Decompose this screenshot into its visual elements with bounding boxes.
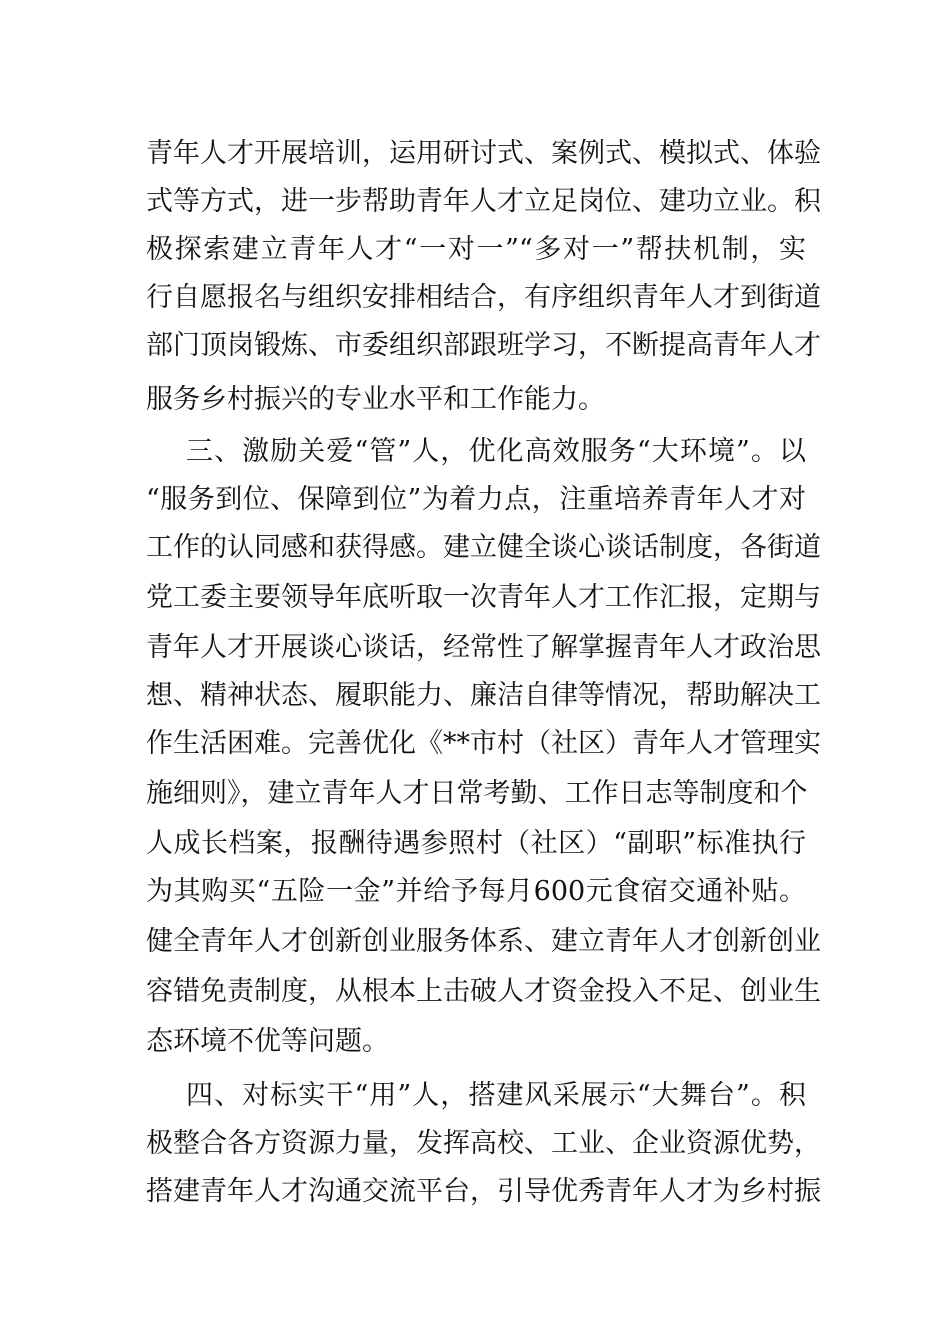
text-line: 想、精神状态、履职能力、廉洁自律等情况，帮助解决工	[146, 680, 821, 711]
text-line: 党工委主要领导年底听取一次青年人才工作汇报，定期与	[146, 582, 821, 613]
section-heading-3: 三、激励关爱“管”人，优化高效服务“大环境”。以	[186, 436, 806, 467]
text-line: 工作的认同感和获得感。建立健全谈心谈话制度，各街道	[146, 532, 821, 563]
text-line: 极探索建立青年人才“一对一”“多对一”帮扶机制，实	[146, 234, 806, 265]
text-line: 健全青年人才创新创业服务体系、建立青年人才创新创业	[146, 926, 821, 957]
text-line: 搭建青年人才沟通交流平台，引导优秀青年人才为乡村振	[146, 1176, 821, 1207]
text-line: 施细则》，建立青年人才日常考勤、工作日志等制度和个	[146, 778, 808, 809]
text-line: 青年人才开展谈心谈话，经常性了解掌握青年人才政治思	[146, 632, 821, 663]
text-line: 容错免责制度，从根本上击破人才资金投入不足、创业生	[146, 976, 821, 1007]
text-line: 行自愿报名与组织安排相结合，有序组织青年人才到街道	[146, 282, 821, 313]
text-line: 部门顶岗锻炼、市委组织部跟班学习，不断提高青年人才	[146, 330, 821, 361]
text-line: 作生活困难。完善优化《**市村（社区）青年人才管理实	[146, 728, 821, 759]
text-line: 人成长档案，报酬待遇参照村（社区）“副职”标准执行	[146, 828, 806, 859]
text-line: 态环境不优等问题。	[146, 1026, 389, 1057]
text-line: 为其购买“五险一金”并给予每月600元食宿交通补贴。	[146, 876, 806, 907]
text-line: “服务到位、保障到位”为着力点，注重培养青年人才对	[146, 484, 806, 515]
section-heading-4: 四、对标实干“用”人，搭建风采展示“大舞台”。积	[186, 1080, 806, 1111]
text-line: 服务乡村振兴的专业水平和工作能力。	[146, 384, 605, 415]
text-line: 青年人才开展培训，运用研讨式、案例式、模拟式、体验	[146, 138, 821, 169]
text-line: 式等方式，进一步帮助青年人才立足岗位、建功立业。积	[146, 186, 821, 217]
text-line: 极整合各方资源力量，发挥高校、工业、企业资源优势，	[146, 1128, 821, 1159]
